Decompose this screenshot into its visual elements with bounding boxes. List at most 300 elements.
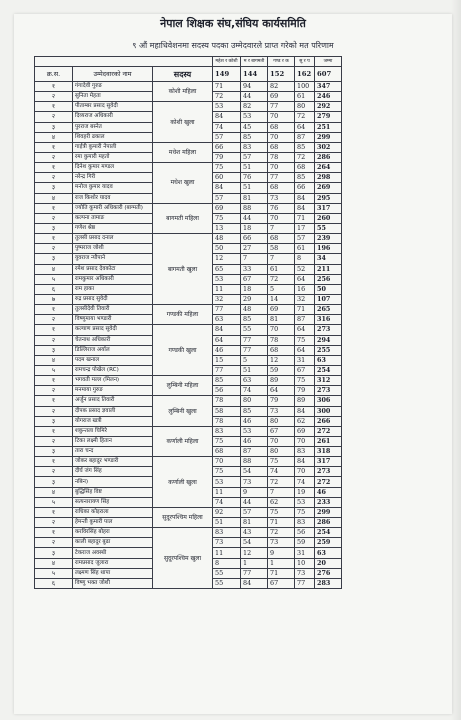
vote-region-3: 76 [268,203,295,213]
vote-region-3: 89 [268,376,295,386]
serial-number: ३ [35,122,73,132]
vote-region-4: 8 [295,254,315,264]
vote-region-1: 77 [213,365,241,375]
serial-number: २ [35,152,73,162]
header-blank [35,57,213,67]
vote-region-2: 63 [241,376,268,386]
serial-number: १ [35,234,73,244]
vote-total: 55 [315,223,342,233]
vote-region-4: 31 [295,548,315,558]
vote-region-3: 70 [268,112,295,122]
serial-number: ३ [35,447,73,457]
serial-number: २ [35,112,73,122]
serial-number: २ [35,335,73,345]
vote-region-2: 46 [241,436,268,446]
vote-region-2: 27 [241,244,268,254]
vote-region-1: 48 [213,234,241,244]
group-label: गण्डकी महिला [153,305,213,325]
vote-region-3: 68 [268,183,295,193]
candidate-name: भगवती मल्ल (मिलन) [73,376,153,386]
vote-region-1: 12 [213,254,241,264]
candidate-name: रमेश प्रसाद देवकोटा [73,264,153,274]
vote-region-4: 57 [295,234,315,244]
vote-region-1: 84 [213,112,241,122]
vote-region-4: 79 [295,386,315,396]
vote-region-2: 84 [241,578,268,588]
serial-number: ५ [35,497,73,507]
group-label: बागमती महिला [153,203,213,233]
serial-number: ४ [35,193,73,203]
serial-number: ५ [35,568,73,578]
vote-region-3: 7 [268,487,295,497]
vote-region-2: 77 [241,335,268,345]
group-label: बागमती खुला [153,234,213,305]
vote-region-3: 77 [268,102,295,112]
vote-total: 318 [315,447,342,457]
vote-total: 286 [315,152,342,162]
vote-region-2: 18 [241,223,268,233]
vote-region-4: 75 [295,376,315,386]
vote-region-1: 50 [213,244,241,254]
table-row [35,234,342,244]
candidate-name: नरेन्द्र गिरी [73,173,153,183]
serial-number: ६ [35,578,73,588]
candidate-name: राम हाका [73,284,153,294]
vote-region-2: 77 [241,345,268,355]
vote-region-2: 83 [241,142,268,152]
candidate-name: नबिन) [73,477,153,487]
vote-region-2: 77 [241,568,268,578]
vote-total: 196 [315,244,342,254]
vote-region-1: 84 [213,183,241,193]
vote-region-4: 77 [295,578,315,588]
vote-region-2: 53 [241,112,268,122]
vote-region-2: 33 [241,264,268,274]
vote-region-4: 71 [295,213,315,223]
vote-region-1: 58 [213,406,241,416]
vote-region-3: 82 [268,82,295,92]
serial-number: ४ [35,558,73,568]
vote-total: 316 [315,315,342,325]
vote-region-1: 84 [213,325,241,335]
table-row [35,203,342,213]
vote-region-4: 83 [295,447,315,457]
table-row [35,376,342,386]
vote-region-1: 73 [213,538,241,548]
vote-region-1: 68 [213,447,241,457]
vote-region-4: 89 [295,396,315,406]
table-row [35,426,342,436]
group-label: कोशी खुला [153,102,213,143]
vote-region-2: 5 [241,355,268,365]
vote-total: 233 [315,497,342,507]
vote-region-2: 51 [241,183,268,193]
serial-number: ४ [35,132,73,142]
vote-region-1: 11 [213,284,241,294]
vote-total: 256 [315,274,342,284]
serial-number: २ [35,436,73,446]
vote-region-4: 53 [295,497,315,507]
candidate-name: राधिका कोइराला [73,507,153,517]
vote-total: 273 [315,467,342,477]
serial-number: १ [35,396,73,406]
group-label: मधेश महिला [153,142,213,162]
serial-number: २ [35,518,73,528]
vote-region-3: 68 [268,142,295,152]
vote-region-1: 53 [213,477,241,487]
vote-region-1: 83 [213,426,241,436]
vote-region-4: 67 [295,365,315,375]
serial-number: २ [35,386,73,396]
candidate-name: रमा कुमारी महतो [73,152,153,162]
vote-total: 63 [315,355,342,365]
serial-number: २ [35,92,73,102]
vote-region-1: 56 [213,386,241,396]
serial-number: १ [35,163,73,173]
serial-number: २ [35,315,73,325]
vote-region-3: 1 [268,558,295,568]
candidate-name: गणेश श्रेष्ठ [73,223,153,233]
vote-region-4: 75 [295,507,315,517]
vote-region-1: 70 [213,457,241,467]
vote-region-4: 85 [295,173,315,183]
vote-region-3: 58 [268,244,295,254]
vote-total: 272 [315,477,342,487]
serial-number: ३ [35,254,73,264]
vote-region-2: 57 [241,152,268,162]
vote-region-4: 31 [295,355,315,365]
vote-region-2: 81 [241,193,268,203]
vote-region-1: 85 [213,376,241,386]
header-count-1: 149 [213,67,241,82]
vote-region-3: 68 [268,122,295,132]
candidate-name: कल्याण प्रसाद सुवेदी [73,325,153,335]
vote-total: 279 [315,112,342,122]
candidate-name: सुनिता मेहता [73,92,153,102]
vote-region-2: 57 [241,507,268,517]
vote-region-1: 75 [213,467,241,477]
vote-region-3: 81 [268,315,295,325]
serial-number: ३ [35,548,73,558]
vote-region-2: 44 [241,213,268,223]
header-row-columns [35,67,342,82]
vote-region-2: 85 [241,406,268,416]
vote-region-4: 72 [295,152,315,162]
candidate-name: शकुन्तला घिमिरे [73,426,153,436]
vote-region-3: 9 [268,548,295,558]
vote-total: 283 [315,578,342,588]
vote-region-1: 46 [213,345,241,355]
header-region-2: म र बागमती [241,57,268,67]
vote-region-2: 45 [241,122,268,132]
group-label: लुम्बिनी खुला [153,396,213,426]
vote-region-1: 66 [213,142,241,152]
vote-region-1: 53 [213,102,241,112]
vote-region-4: 64 [295,274,315,284]
vote-region-2: 1 [241,558,268,568]
vote-region-1: 75 [213,163,241,173]
table-row [35,325,342,335]
vote-region-4: 73 [295,568,315,578]
vote-region-1: 71 [213,82,241,92]
vote-region-3: 70 [268,325,295,335]
vote-total: 276 [315,568,342,578]
group-label: कर्णाली खुला [153,457,213,508]
candidate-name: तुलसी प्रसाद दनाल [73,234,153,244]
vote-region-1: 64 [213,335,241,345]
vote-total: 260 [315,213,342,223]
vote-region-4: 32 [295,294,315,304]
vote-region-3: 80 [268,416,295,426]
vote-region-3: 5 [268,284,295,294]
candidate-name: विष्णु भक्त जोशी [73,578,153,588]
vote-region-4: 75 [295,335,315,345]
group-label: गण्डकी खुला [153,325,213,376]
vote-total: 299 [315,132,342,142]
vote-region-1: 77 [213,305,241,315]
vote-region-3: 70 [268,132,295,142]
vote-region-1: 75 [213,436,241,446]
vote-region-4: 16 [295,284,315,294]
vote-region-2: 54 [241,467,268,477]
vote-total: 239 [315,234,342,244]
vote-region-2: 55 [241,325,268,335]
vote-total: 347 [315,82,342,92]
vote-total: 211 [315,264,342,274]
table-row [35,457,342,467]
vote-total: 63 [315,548,342,558]
vote-total: 266 [315,416,342,426]
vote-region-1: 55 [213,578,241,588]
table-row [35,396,342,406]
vote-region-1: 8 [213,558,241,568]
vote-region-3: 77 [268,173,295,183]
vote-total: 302 [315,142,342,152]
vote-total: 299 [315,507,342,517]
vote-region-1: 69 [213,203,241,213]
candidate-name: करविरसिंह बोहरा [73,528,153,538]
vote-region-2: 76 [241,173,268,183]
vote-region-1: 78 [213,396,241,406]
vote-region-3: 75 [268,457,295,467]
candidate-name: तुलसीदेवी तिवारी [73,305,153,315]
candidate-name: सत्यनारायण सिंह [73,497,153,507]
candidate-name: रामचन्द्र पोखेल (RC) [73,365,153,375]
group-label: सुदूरपश्चिम महिला [153,507,213,527]
vote-region-4: 84 [295,203,315,213]
candidate-name: हेमन्ती कुमारी पाल [73,518,153,528]
vote-region-3: 7 [268,223,295,233]
vote-total: 254 [315,365,342,375]
vote-region-1: 65 [213,264,241,274]
vote-region-4: 83 [295,518,315,528]
vote-region-1: 32 [213,294,241,304]
vote-region-4: 87 [295,132,315,142]
vote-total: 295 [315,193,342,203]
vote-region-3: 71 [268,518,295,528]
vote-region-3: 74 [268,467,295,477]
header-count-total: 607 [315,67,342,82]
table-row [35,142,342,152]
vote-region-3: 80 [268,447,295,457]
vote-region-3: 72 [268,477,295,487]
vote-region-4: 56 [295,528,315,538]
vote-region-2: 73 [241,477,268,487]
vote-region-3: 69 [268,92,295,102]
serial-number: २ [35,213,73,223]
candidate-name: काली बहादुर बुढा [73,538,153,548]
vote-total: 306 [315,396,342,406]
vote-region-3: 78 [268,152,295,162]
vote-region-4: 69 [295,426,315,436]
serial-number: १ [35,305,73,315]
vote-total: 50 [315,284,342,294]
serial-number: ३ [35,345,73,355]
vote-region-3: 71 [268,568,295,578]
vote-region-4: 61 [295,244,315,254]
vote-region-1: 60 [213,173,241,183]
vote-total: 317 [315,457,342,467]
header-region-1: महेश र कोशी [213,57,241,67]
vote-total: 294 [315,335,342,345]
vote-region-2: 9 [241,487,268,497]
header-total: जम्मा [315,57,342,67]
vote-region-3: 73 [268,538,295,548]
vote-region-4: 70 [295,467,315,477]
document-subtitle: ९ औं महाधिवेशनमा सदस्य पदका उम्मेदवारले प्राप्त गरेको मत परिणाम [132,41,334,50]
vote-total: 259 [315,538,342,548]
vote-region-2: 7 [241,254,268,264]
vote-region-1: 53 [213,274,241,284]
vote-region-1: 72 [213,92,241,102]
candidate-name: पदम खनाल [73,355,153,365]
group-label: सुदूरपश्चिम खुला [153,528,213,589]
vote-region-2: 88 [241,457,268,467]
vote-total: 246 [315,92,342,102]
vote-region-4: 59 [295,538,315,548]
header-count-3: 152 [268,67,295,82]
vote-region-4: 74 [295,477,315,487]
candidate-name: जोकर बहादुर भण्डारी [73,457,153,467]
vote-region-3: 78 [268,335,295,345]
header-region-4: सु र प [295,57,315,67]
vote-region-1: 51 [213,518,241,528]
candidate-name: विष्णुमाया भण्डारी [73,315,153,325]
serial-number: ६ [35,284,73,294]
table-row [35,528,342,538]
vote-region-2: 80 [241,396,268,406]
candidate-name: अर्जुन प्रसाद तिवारी [73,396,153,406]
vote-region-2: 54 [241,538,268,548]
vote-region-4: 100 [295,82,315,92]
vote-total: 251 [315,122,342,132]
vote-region-1: 83 [213,528,241,538]
serial-number: ५ [35,274,73,284]
candidate-name: टिका लक्ष्मी हितान [73,436,153,446]
vote-region-3: 59 [268,365,295,375]
vote-total: 20 [315,558,342,568]
candidate-name: रामकुमार अधिकारी [73,274,153,284]
vote-region-1: 79 [213,152,241,162]
group-label: मधेश खुला [153,163,213,204]
vote-region-2: 94 [241,82,268,92]
vote-region-3: 7 [268,254,295,264]
candidate-name: मनमाया गुरुङ [73,386,153,396]
vote-total: 261 [315,436,342,446]
serial-number: २ [35,467,73,477]
candidate-name: पुष्पराज जोशी [73,244,153,254]
candidate-name: बुद्धिसिंह विष्ट [73,487,153,497]
candidate-name: शिवहरी ढकाल [73,132,153,142]
vote-region-4: 87 [295,315,315,325]
vote-region-3: 70 [268,213,295,223]
candidate-name: दिव्यराज अधिकारी [73,112,153,122]
vote-region-2: 43 [241,528,268,538]
vote-total: 292 [315,102,342,112]
vote-region-4: 64 [295,122,315,132]
vote-total: 298 [315,173,342,183]
vote-region-2: 44 [241,92,268,102]
candidate-name: लक्ष्मण सिंह थापा [73,568,153,578]
serial-number: १ [35,457,73,467]
document-sheet [14,14,452,714]
candidate-name: राज किशोर यादव [73,193,153,203]
vote-total: 269 [315,183,342,193]
vote-region-4: 64 [295,345,315,355]
serial-number: ३ [35,477,73,487]
vote-region-4: 70 [295,436,315,446]
vote-region-2: 48 [241,305,268,315]
vote-region-4: 80 [295,102,315,112]
candidate-name: योगराज खत्री [73,416,153,426]
vote-region-2: 85 [241,315,268,325]
vote-region-3: 75 [268,507,295,517]
vote-region-1: 57 [213,193,241,203]
vote-region-3: 72 [268,528,295,538]
candidate-name: मनोज कुमार यादव [73,183,153,193]
vote-region-2: 29 [241,294,268,304]
vote-region-1: 63 [213,315,241,325]
table-row [35,305,342,315]
vote-region-1: 92 [213,507,241,517]
vote-total: 317 [315,203,342,213]
header-row-regions [35,57,342,67]
vote-total: 300 [315,406,342,416]
vote-region-2: 46 [241,416,268,426]
vote-region-4: 17 [295,223,315,233]
vote-region-4: 61 [295,92,315,102]
vote-total: 312 [315,376,342,386]
serial-number: १ [35,203,73,213]
candidate-name: रुद्र प्रसाद सुवेदी [73,294,153,304]
vote-region-2: 53 [241,426,268,436]
vote-region-4: 84 [295,406,315,416]
vote-region-1: 15 [213,355,241,365]
serial-number: १ [35,507,73,517]
vote-region-4: 72 [295,112,315,122]
header-count-2: 144 [241,67,268,82]
vote-region-2: 87 [241,447,268,457]
vote-region-3: 67 [268,578,295,588]
vote-region-1: 11 [213,548,241,558]
vote-region-2: 74 [241,386,268,396]
candidate-name: टेकराज अवस्थी [73,548,153,558]
vote-region-1: 74 [213,497,241,507]
serial-number: ३ [35,416,73,426]
serial-number: १ [35,102,73,112]
vote-region-2: 67 [241,274,268,284]
serial-number: २ [35,406,73,416]
